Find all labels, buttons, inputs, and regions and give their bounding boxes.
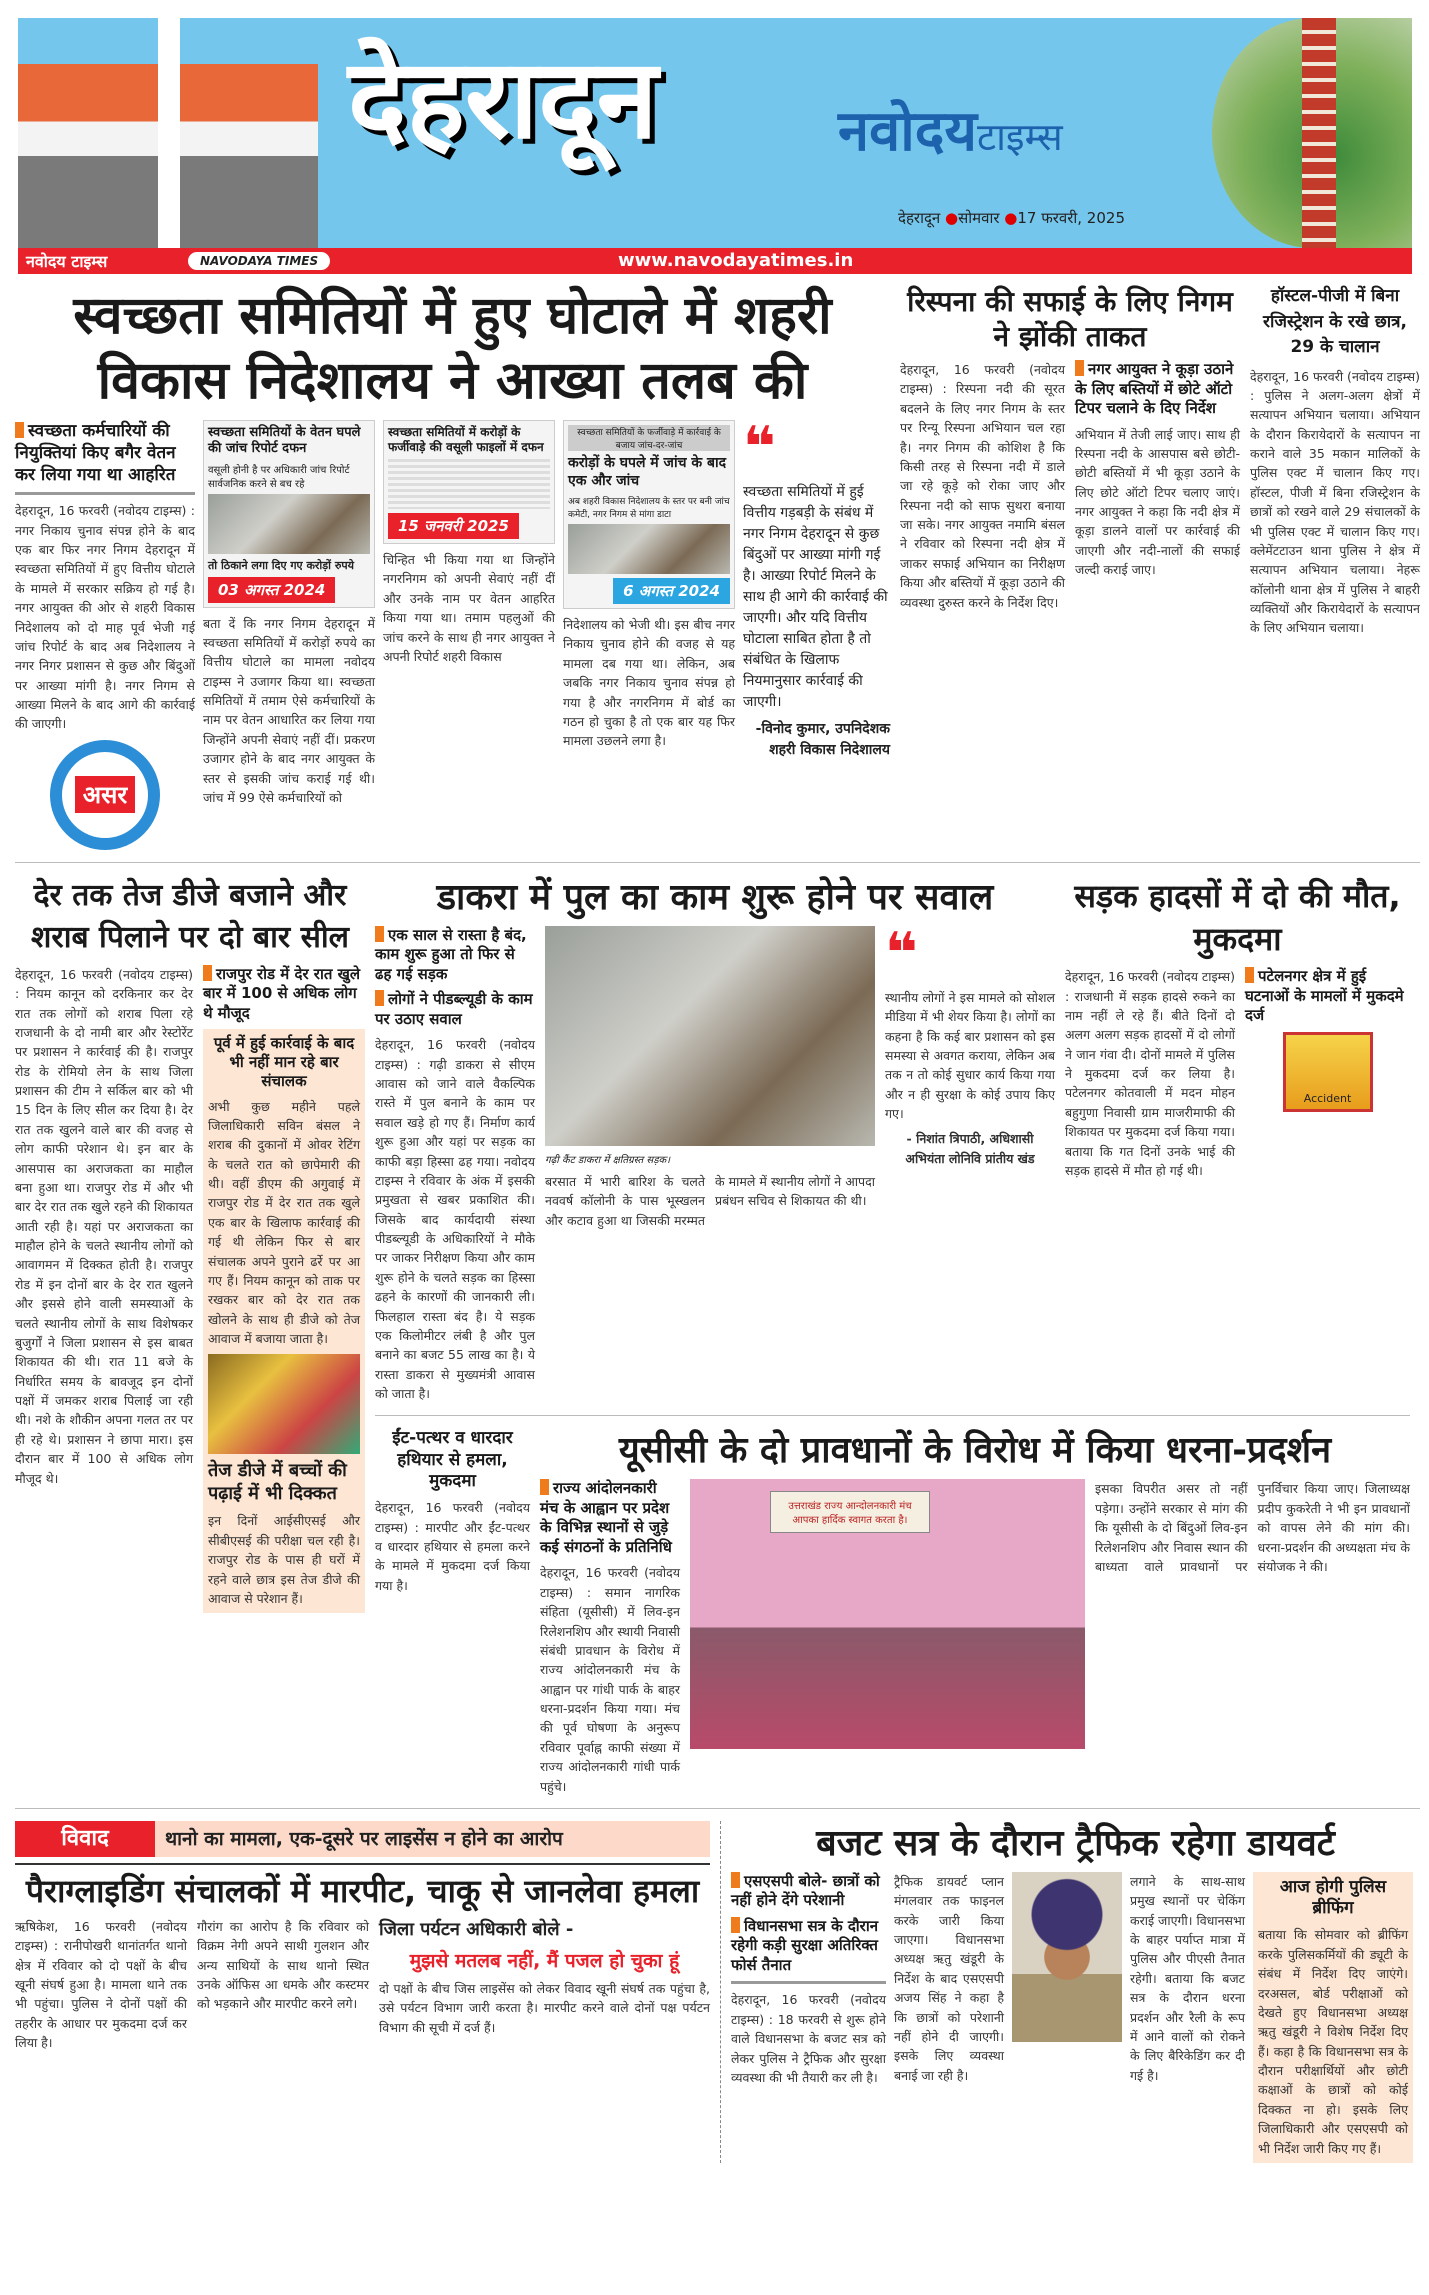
dakra-body: देहरादून, 16 फरवरी (नवोदय टाइम्स) : गढ़ी डाकरा से सीएम आवास को जाने वाले वैकल्पिक रास्ते में पुल बनाने के काम पर सवाल खड़े हो गए हैं। निर्माण कार्य शुरू हुआ और यहां पर सड़क का काफी बड़ा हिस्सा ढह गया। नवोदय टाइम्स ने रविवार के अंक में इसकी प्रमुखता से खबर प्रकाशित की। जिसके बाद कार्यदायी संस्था पीडब्ल्यूडी के अधिकारियों ने मौके पर जाकर निरीक्षण किया और काम शुरू होने के चलते सड़क का हिस्सा ढहने के कारणों की जानकारी ली। फिलहाल रास्ता बंद है। ये सड़क एक किलोमीटर लंबी है और पुल बनाने का बजट 55 लाख का है। ये रास्ता डाकरा से मुख्यमंत्री आवास को जाता है। [375, 1037, 535, 1402]
briefing-headline: आज होगी पुलिस ब्रीफिंग [1279, 1876, 1387, 1919]
brand-logo [838, 98, 1063, 165]
dj-box-body: अभी कुछ महीने पहले जिलाधिकारी सविन बंसल ने शराब की दुकानों में ओवर रेटिंग के चलते रात को छापेमारी की थी। वहीं डीएम की अगुवाई में राजपुर रोड में देर रात तक खुले एक बार के खिलाफ कार्रवाई की गई थी लेकिन फिर से बार संचालक अपने पुराने ढर्रे पर आ गए हैं। नियम कानून को ताक पर रखकर बार को देर रात तक खोलने के साथ ही डीजे को तेज आवाज में बजाया जाता है। [208, 1098, 360, 1347]
rispna-body: देहरादून, 16 फरवरी (नवोदय टाइम्स) : रिस्पना नदी की सूरत बदलने के लिए नगर निगम के स्तर पर रिन्यू रिस्पना अभियान चल रहा है। नगर निगम की कोशिश है कि किसी तरह से रिस्पना नदी में डाले जा रहे कूड़े को रोका जाए और रिस्पना नदी को साफ सुथरा बनाया जा सके। नगर आयुक्त नमामि बंसल ने रविवार को रिस्पना नदी क्षेत्र में जाकर सफाई अभियान का निरीक्षण किया और बस्तियों में कूड़ा उठाने की व्यवस्था दुरुस्त करने के निर्देश दिए। [900, 362, 1065, 610]
clip-date-badge: 03 अगस्त 2024 [208, 577, 335, 603]
accident-headline: सड़क हादसों में दो की मौत, मुकदमा [1074, 876, 1401, 958]
date-value: 17 फरवरी, 2025 [1017, 209, 1125, 227]
paragliding-body-2: गौरांग का आरोप है कि रविवार को विक्रम नेगी अपने साथी गुलशन और अन्य साथियों के साथ थानो स्थित उनके ऑफिस आ धमके और कस्टमर को भड़काने और मारपीट करने लगे। [197, 1918, 369, 2012]
strip-pill: NAVODAYA TIMES [188, 252, 330, 270]
budget-subhead-2: विधानसभा सत्र के दौरान रहेगी कड़ी सुरक्षा अतिरिक्त फोर्स तैनात [731, 1917, 886, 1976]
dj-story [15, 875, 365, 1614]
dakra-body-2: बरसात में भारी बारिश के चलते नववर्ष कॉलोनी के पास भूस्खलन और कटाव हुआ था जिसकी मरम्मत के मामले में स्थानीय लोगों ने आपदा प्रबंधन सचिव से शिकायत की थी। [545, 1173, 875, 1228]
website-link[interactable]: www.navodayatimes.in [618, 250, 854, 271]
official-kicker: जिला पर्यटन अधिकारी बोले - [379, 1918, 574, 1940]
lead-story [15, 284, 890, 850]
quote-attribution: - निशांत त्रिपाठी, अधिशासी अभियंता लोनिवि प्रांतीय खंड [905, 1131, 1035, 1166]
ucc-body-2: इसका विपरीत असर तो नहीं पड़ेगा। उन्होंने सरकार से मांग की कि यूसीसी के दो बिंदुओं लिव-इन रिलेशनशिप और निवास स्थान की बाध्यता वाले प्रावधानों पर पुनर्विचार किया जाए। जिलाध्यक्ष प्रदीप कुकरेती ने भी इन प्रावधानों को वापस लेने की मांग की। धरना-प्रदर्शन की अध्यक्षता मंच के संयोजक ने की। [1095, 1481, 1410, 1574]
quote-text: स्थानीय लोगों ने इस मामले को सोशल मीडिया में भी शेयर किया है। लोगों का कहना है कि कई बार प्रशासन को इस समस्या से अवगत कराया, लेकिन अब तक न तो कोई सुधार कार्य किया गया और न ही सुरक्षा के कोई उपाय किए गए। [885, 989, 1055, 1122]
liquor-bottles-photo [208, 1354, 360, 1454]
protest-photo [690, 1479, 1085, 1749]
asar-stamp [50, 740, 160, 850]
dj-sidebar-box [203, 1029, 365, 1613]
dakra-subhead-1: एक साल से रास्ता है बंद, काम शुरू हुआ तो फिर से ढह गई सड़क [375, 926, 535, 985]
masthead-strip [18, 248, 1412, 274]
rispna-headline: रिस्पना की सफाई के लिए निगम ने झोंकी ताकत [907, 285, 1233, 353]
attack-body: देहरादून, 16 फरवरी (नवोदय टाइम्स) : मारपीट और ईंट-पत्थर व धारदार हथियार से हमला करने के मामले में मुकदमा दर्ज किया गया है। [375, 1500, 530, 1593]
photo-caption: गढ़ी कैंट डाकरा में क्षतिग्रस्त सड़क। [545, 1154, 671, 1166]
dj-body [15, 965, 193, 1488]
accident-story [1065, 875, 1410, 1181]
clock-tower-photo [1212, 18, 1412, 248]
dakra-subhead-2: लोगों ने पीडब्ल्यूडी के काम पर उठाए सवाल [375, 990, 535, 1029]
attack-headline: ईंट-पत्थर व धारदार हथियार से हमला, मुकदमा [392, 1428, 513, 1491]
clip-inner-headline: तो ठिकाने लगा दिए गए करोड़ों रुपये [208, 558, 355, 572]
clip-photo [388, 459, 550, 509]
divider [375, 1415, 1410, 1416]
quote-mark-icon: ❝ [743, 415, 776, 480]
dakra-headline: डाकरा में पुल का काम शुरू होने पर सवाल [436, 876, 994, 918]
ucc-story [540, 1428, 1410, 1796]
clipping-aug-6 [563, 420, 735, 609]
lead-subhead: स्वच्छता कर्मचारियों की नियुक्तियां किए बगैर वेतन कर लिया गया था आहरित [15, 420, 195, 486]
clip-date-badge: 15 जनवरी 2025 [388, 513, 519, 539]
clip-photo [568, 524, 730, 574]
dateline: देहरादून ●सोमवार ●17 फरवरी, 2025 [898, 209, 1125, 227]
budget-headline: बजट सत्र के दौरान ट्रैफिक रहेगा डायवर्ट [816, 1822, 1335, 1864]
masthead [18, 18, 1412, 248]
ucc-body: देहरादून, 16 फरवरी (नवोदय टाइम्स) : समान नागरिक संहिता (यूसीसी) में लिव-इन रिलेशनशिप और स्थायी निवासी संबंधी प्रावधान के विरोध में राज्य आंदोलनकारी मंच के आह्वान पर गांधी पार्क के बाहर धरना-प्रदर्शन किया गया। मंच की पूर्व घोषणा के अनुरूप रविवार पूर्वाह्न काफी संख्या में राज्य आंदोलनकारी गांधी पार्क पहुंचे। [540, 1565, 680, 1794]
hostel-headline: हॉस्टल-पीजी में बिना रजिस्ट्रेशन के रखे छात्र, 29 के चालान [1263, 286, 1407, 357]
accident-body: देहरादून, 16 फरवरी (नवोदय टाइम्स) : राजधानी में सड़क हादसे रुकने का नाम नहीं ले रहे हैं। बीते दिनों दो अलग अलग सड़क हादसों में दो लोगों ने जान गंवा दी। दोनों मामले में पुलिस ने मुकदमा दर्ज कर लिया है। पटेलनगर कोतवाली में मदन मोहन बहुगुणा निवासी ग्राम माजरीमाफी की शिकायत पर मुकदमा दर्ज किया गया। बताया कि गत दिनों उनके भाई की सड़क हादसे में मौत हो गई थी। [1065, 969, 1235, 1178]
lead-body-3: चिन्हित भी किया गया था जिन्होंने नगरनिगम को अपनी सेवाएं नहीं दीं और उनके नाम पर वेतन आहरित किया गया था। तमाम पहलुओं की जांच करने के साथ ही नगर आयुक्त ने अपनी रिपोर्ट शहरी विकास [383, 552, 555, 664]
dj-box-body-2: इन दिनों आईसीएसई और सीबीएसई की परीक्षा चल रही है। राजपुर रोड के पास ही घरों में रहने वाले छात्र इस तेज डीजे की आवाज से परेशान हैं। [208, 1513, 360, 1606]
paragliding-body-3: दो पक्षों के बीच जिस लाइसेंस को लेकर विवाद खूनी संघर्ष तक पहुंचा है, उसे पर्यटन विभाग जारी करता है। मारपीट करने वाले दोनों पक्ष पर्यटन विभाग की सूची में दर्ज हैं। [379, 1980, 710, 2035]
clip-kicker: स्वच्छता समितियों के फर्जीवाड़े में कार्रवाई के बजाय जांच-दर-जांच [568, 425, 730, 451]
clip-subhead: अब शहरी विकास निदेशालय के स्तर पर बनी जांच कमेटी, नगर निगम से मांगा डाटा [568, 497, 730, 520]
lead-body-2: बता दें कि नगर निगम देहरादून में स्वच्छता समितियों में करोड़ों रुपये का वित्तीय घोटाले का मामला नवोदय टाइम्स ने उजागर किया था। स्वच्छता समितियों में तमाम ऐसे कर्मचारियों के नाम पर वेतन आधारित कर लिया गया जिन्होंने अपनी सेवाएं नहीं दीं। प्रकरण उजागर होने के बाद नगर आयुक्त के स्तर से इसकी जांच कराई गई थी। जांच में 99 ऐसे कर्मचारियों को [203, 615, 375, 805]
hostel-body: देहरादून, 16 फरवरी (नवोदय टाइम्स) : पुलिस ने अलग-अलग क्षेत्रों में सत्यापन अभियान चलाया। अभियान के दौरान किरायेदारों के सत्यापन ना कराने वाले 35 मकान मालिकों के पुलिस एक्ट में चालान किए गए। हॉस्टल, पीजी में बिना रजिस्ट्रेशन के छात्रों को रखने वाले 29 संचालकों के भी पुलिस एक्ट में चालान किए गए। क्लेमेंटटाउन थाना पुलिस ने क्षेत्र में सत्यापन अभियान चलाया। नेहरू कॉलोनी थाना क्षेत्र में पुलिस ने बाहरी व्यक्तियों और किरायेदारों के सत्यापन के लिए अभियान चलाया। [1250, 368, 1420, 636]
ucc-subhead: राज्य आंदोलनकारी मंच के आह्वान पर प्रदेश के विभिन्न स्थानों से जुड़े कई संगठनों के प्रतिनिधि [540, 1479, 680, 1557]
clip-subhead: वसूली होनी है पर अधिकारी जांच रिपोर्ट सार्वजनिक करने से बच रहे [208, 464, 350, 490]
rispna-story [900, 284, 1240, 612]
divider [731, 1981, 886, 1984]
clip-headline: करोड़ों के घपले में जांच के बाद एक और जांच [568, 455, 727, 489]
paragliding-story [15, 1821, 710, 2053]
divider [15, 1808, 1420, 1809]
clip-headline: स्वच्छता समितियों में करोड़ों के फर्जीवाड़े की वसूली फाइलों में दफन [388, 425, 544, 454]
vivad-banner [15, 1821, 710, 1857]
lead-body-4: निदेशालय को भेजी थी। इस बीच नगर निकाय चुनाव होने की वजह से यह मामला दब गया था। लेकिन, अब जबकि नगर निकाय चुनाव संपन्न हो गया है और नगरनिगम में बोर्ड का गठन हो चुका है तो एक बार यह फिर मामला उछलने लगा है। [563, 617, 735, 749]
official-quote: मुझसे मतलब नहीं, मैं पजल हो चुका हूं [409, 1949, 680, 1972]
quote-text: स्वच्छता समितियों में हुई वित्तीय गड़बड़ी के संबंध में नगर निगम देहरादून से कुछ बिंदुओं पर आख्या मांगी गई है। आख्या रिपोर्ट मिलने के साथ ही आगे की कार्रवाई की जाएगी। और यदि वित्तीय घोटाला साबित होता है तो संबंधित के खिलाफ नियमानुसार कार्रवाई की जाएगी। [743, 484, 888, 710]
clipping-jan-15 [383, 420, 555, 544]
rispna-body-2: अभियान में तेजी लाई जाए। साथ ही रिस्पना नदी के आसपास बसे छोटी-छोटी बस्तियों में भी कूड़ा उठाने के लिए छोटे ऑटो टिपर चलाए जाएं। नगर आयुक्त ने कहा कि नदी क्षेत्र में कूड़ा डालने वालों पर कार्रवाई की जाएगी और नदी-नालों की सफाई जल्दी कराई जाए। [1075, 426, 1240, 578]
divider [15, 492, 195, 495]
dj-subhead: राजपुर रोड में देर रात खुले बार में 100 से अधिक लोग थे मौजूद [203, 965, 365, 1024]
stamp-text: असर [75, 776, 135, 813]
brand-suffix: टाइम्स [976, 115, 1063, 159]
budget-body-2: ट्रैफिक डायवर्ट प्लान मंगलवार तक फाइनल करके जारी किया जाएगा। विधानसभा अध्यक्ष ऋतु खंडूरी के निर्देश के बाद एसएसपी अजय सिंह ने कहा है कि छात्रों को परेशानी नहीं होने दी जाएगी। इसके लिए व्यवस्था बनाई जा रही है। [894, 1873, 1004, 2083]
hostel-story [1250, 284, 1420, 638]
date-day: सोमवार [958, 209, 1000, 227]
dj-body-1: देहरादून, 16 फरवरी (नवोदय टाइम्स) : नियम कानून को दरकिनार कर देर रात तक लोगों को शराब पिला रहे राजधानी के दो नामी बार और रेस्टोरेंट पर प्रशासन ने कार्रवाई की है। राजपुर रोड के रोमियो लेन के साथ जिला प्रशासन की टीम ने सर्किल बार को भी 15 दिन के लिए सील कर दिया है। देर रात तक खुलने वाले बार की वजह से लोग काफी परेशान थे। इन बार के आसपास का अराजकता का माहौल बना हुआ था। राजपुर रोड में और भी बार देर रात तक खुले रहने की शिकायत आती रही है। यहां पर अराजकता का माहौल होने के चलते स्थानीय लोगों को आवागमन में दिक्कत होती है। [15, 966, 193, 1273]
accident-subhead: पटेलनगर क्षेत्र में हुई घटनाओं के मामलों में मुकदमे दर्ज [1245, 967, 1410, 1026]
rispna-subhead: नगर आयुक्त ने कूड़ा उठाने के लिए बस्तियों में छोटे ऑटो टिपर चलाने के दिए निर्देश [1075, 360, 1240, 419]
collapsed-road-photo [545, 926, 875, 1146]
ucc-headline: यूसीसी के दो प्रावधानों के विरोध में किया धरना-प्रदर्शन [618, 1430, 1332, 1472]
attack-story [375, 1428, 530, 1595]
budget-subhead-1: एसएसपी बोले- छात्रों को नहीं होने देंगे परेशानी [731, 1872, 886, 1911]
edition-title: देहरादून [348, 35, 658, 163]
clip-date-badge: 6 अगस्त 2024 [613, 578, 730, 604]
clip-headline: स्वच्छता समितियों के वेतन घपले की जांच रिपोर्ट दफन [208, 425, 361, 457]
accident-sign-icon [1283, 1032, 1373, 1112]
budget-body: देहरादून, 16 फरवरी (नवोदय टाइम्स) : 18 फरवरी से शुरू होने वाले विधानसभा के बजट सत्र को लेकर पुलिस ने ट्रैफिक और सुरक्षा व्यवस्था की भी तैयारी कर ली है। [731, 1992, 886, 2085]
quote-mark-icon: ❝ [885, 920, 918, 986]
paragliding-headline: पैराग्लाइडिंग संचालकों में मारपीट, चाकू से जानलेवा हमला [25, 1871, 700, 1910]
divider [15, 1863, 710, 1865]
clipping-aug-3 [203, 420, 375, 608]
clip-photo [208, 494, 370, 554]
ima-building-photo [18, 18, 318, 248]
budget-body-3: लगाने के साथ-साथ प्रमुख स्थानों पर चेकिंग कराई जाएगी। विधानसभा के बाहर पर्याप्त मात्रा में पुलिस और पीएसी तैनात रहेगी। बताया कि बजट सत्र के दौरान धरना प्रदर्शन और रैली के रूप में आने वालों को रोकने के लिए बैरिकेडिंग कर दी गई है। [1130, 1873, 1245, 2083]
dakra-story [375, 875, 1055, 1404]
ssp-photo [1012, 1872, 1122, 2042]
strip-brand: नवोदय टाइम्स [26, 252, 108, 271]
date-city: देहरादून [898, 209, 941, 227]
sign-label: Accident [1303, 1091, 1352, 1105]
police-briefing-box [1253, 1872, 1413, 2163]
lead-quote [743, 415, 890, 761]
protest-banner: उत्तराखंड राज्य आन्दोलनकारी मंच आपका हार्दिक स्वागत करता है। [770, 1491, 930, 1533]
divider [15, 862, 1420, 863]
brand-name: नवोदय [838, 99, 977, 164]
dakra-quote [885, 920, 1055, 1168]
dj-box-headline: पूर्व में हुई कार्रवाई के बाद भी नहीं मान रहे बार संचालक [213, 1034, 355, 1090]
lead-body: देहरादून, 16 फरवरी (नवोदय टाइम्स) : नगर निकाय चुनाव संपन्न होने के बाद एक बार फिर नगर निगम देहरादून में स्वच्छता समितियों में हुए वित्तीय घोटाले के मामले में सरकार सक्रिय हो गई है। नगर आयुक्त की ओर से शहरी विकास निदेशालय को दो माह पूर्व भेजी गई जांच रिपोर्ट के बाद अब निदेशालय ने नगर निगर प्रशासन से कुछ और बिंदुओं पर आख्या मांगी है। नगर निगम से आख्या मिलने के बाद आगे की कार्रवाई की जाएगी। [15, 503, 195, 732]
quote-attribution: -विनोद कुमार, उपनिदेशक शहरी विकास निदेशालय [755, 721, 890, 758]
dj-headline: देर तक तेज डीजे बजाने और शराब पिलाने पर दो बार सील [31, 877, 349, 955]
dj-box-headline-2: तेज डीजे में बच्चों की पढ़ाई में भी दिक्कत [208, 1460, 347, 1504]
vivad-kicker: थानो का मामला, एक-दूसरे पर लाइसेंस न होने का आरोप [165, 1827, 563, 1850]
lead-headline: स्वच्छता समितियों में हुए घोटाले में शहरी विकास निदेशालय ने आख्या तलब की [73, 286, 832, 411]
divider [720, 1821, 721, 2163]
paragliding-body: ऋषिकेश, 16 फरवरी (नवोदय टाइम्स) : रानीपोखरी थानांतर्गत थानो क्षेत्र में रविवार को दो पक्षों के बीच खूनी संघर्ष हुआ है। मामला थाने तक भी पहुंचा। पुलिस ने दोनों पक्षों की तहरीर के आधार पर मुकदमा दर्ज कर लिया है। [15, 1918, 187, 2051]
budget-story [731, 1821, 1420, 2163]
vivad-tag: विवाद [15, 1821, 155, 1857]
briefing-body: बताया कि सोमवार को ब्रीफिंग करके पुलिसकर्मियों की ड्यूटी के संबंध में निर्देश दिए जाएंगे। दरअसल, बोर्ड परीक्षाओं को देखते हुए विधानसभा अध्यक्ष ऋतु खंडूरी ने विशेष निर्देश दिए हैं। कहा है कि विधानसभा सत्र के दौरान परीक्षार्थियों और छोटी कक्षाओं के छात्रों को कोई दिक्कत ना हो। इसके लिए जिलाधिकारी और एसएसपी को भी निर्देश जारी किए गए हैं। [1258, 1927, 1408, 2156]
dj-body-2: राजपुर रोड में इन दोनों बार के देर रात खुलने और इससे होने वाली समस्याओं के चलते स्थानीय लोगों के साथ विशेषकर बुजुर्गों ने जिला प्रशासन से इस बाबत शिकायत की थी। रात 11 बजे के निर्धारित समय के बावजूद इन दोनों पक्षों में जमकर शराब पिलाई जा रही थी। नशे के शौकीन अपना गलत तर पर ही रहे थे। प्रशासन ने छापा मारा। इस दौरान बार में 100 से अधिक लोग मौजूद थे। [15, 1257, 193, 1486]
